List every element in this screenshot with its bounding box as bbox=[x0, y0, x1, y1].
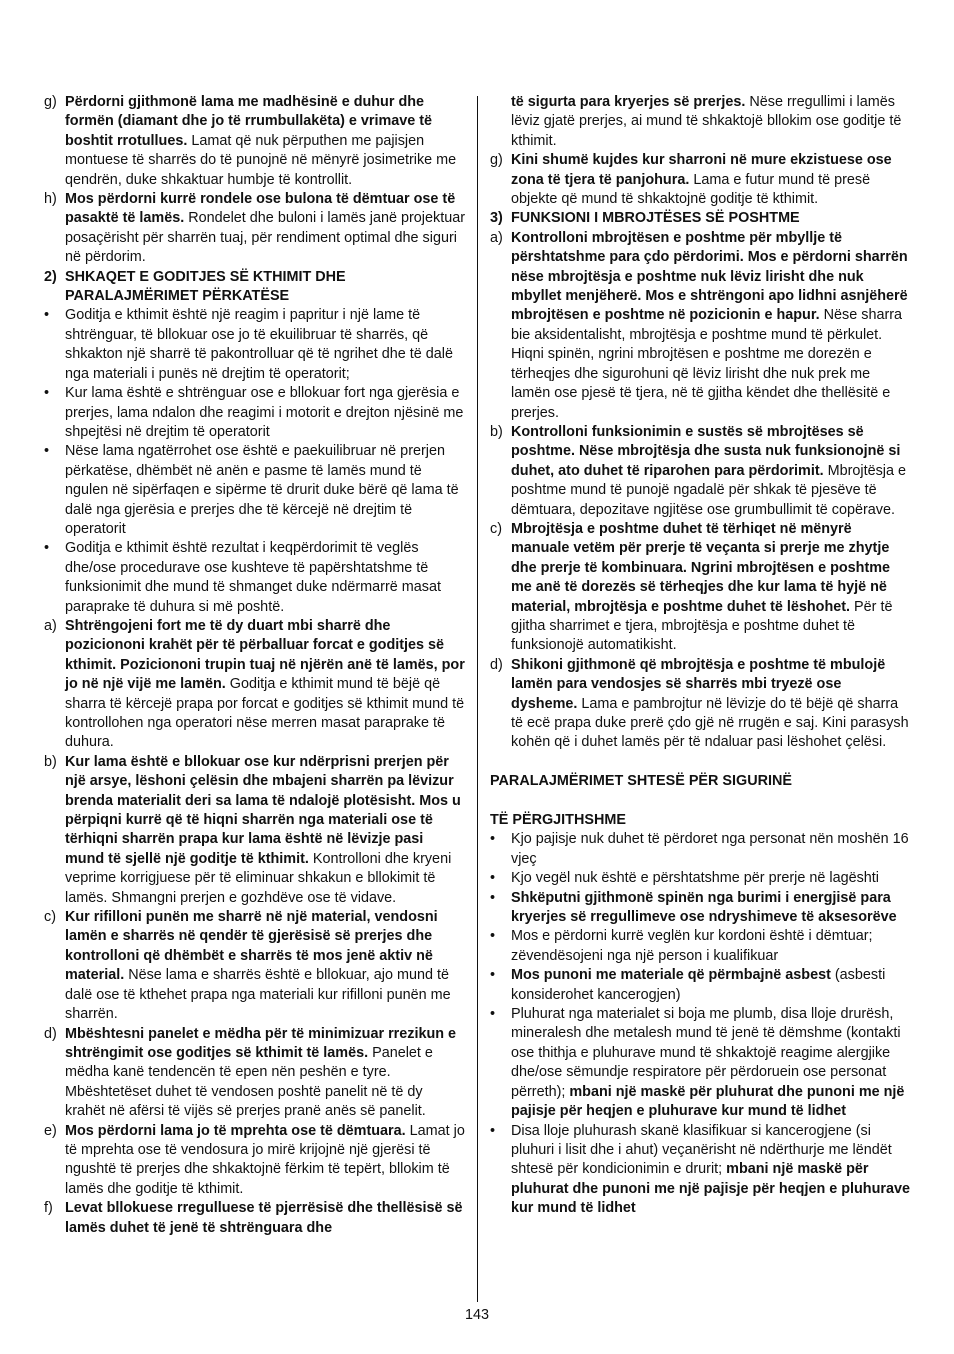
bold-text: Përdorni gjithmonë lama me madhësinë e duhur dhe formën (diamant dhe jo të rrumbullakëta) e vrimave të boshtit rrotullues. bbox=[65, 94, 433, 149]
list-item bbox=[490, 1005, 910, 1121]
body-text: Rondelet dhe buloni i lamës janë projektuar posaçërisht për sharrën tuaj, për rendiment optimal dhe siguri në përdorim. bbox=[65, 210, 465, 266]
list-item-text bbox=[65, 908, 466, 1024]
page-number: 143 bbox=[464, 1307, 489, 1323]
list-item bbox=[490, 423, 910, 520]
list-item bbox=[44, 190, 466, 268]
list-item bbox=[490, 966, 910, 1005]
list-marker: • bbox=[490, 1006, 496, 1023]
list-item-text bbox=[65, 306, 466, 384]
body-text: Goditja e kthimit mund të bëjë që sharra të kërcejë prapa por forcat e goditjes së kthimit mund të kontrollohen nga operatori nëse merren masat paraprake të duhura. bbox=[65, 676, 465, 751]
body-text: Pluhurat nga materialet si boja me plumb, disa lloje drurësh, mineralesh dhe metalesh mund të jenë të dëmshme (kontakti ose thithja e pluhurave mund të shkaktojë reagime alergjike dhe/ose sëmundje respiratore për përdoruein ose personat përreth); bbox=[511, 1006, 901, 1100]
bold-text: Kontrolloni mbrojtësen e poshtme për mbyllje të përshtatshme para çdo përdorimi. Mos e përdorni sharrën nëse mbrojtësja e poshtme nuk lëviz lirisht dhe nuk mbyllet menjëherë. Mos e shtrëngoni apo lidhni asnjëherë mbrojtësen e poshtme në pozicionin e hapur. bbox=[511, 229, 908, 324]
list-item-text bbox=[65, 190, 466, 268]
body-text: Lama e futur mund të presë objekte që mund të shkaktojnë goditje të kthimit. bbox=[511, 171, 871, 208]
column-divider bbox=[477, 96, 478, 1302]
list-item-text bbox=[511, 830, 910, 869]
bold-text: Shikoni gjithmonë që mbrojtësja e poshtme të mbulojë lamën para vendosjes së sharrës mbi tryezë ose dysheme. bbox=[511, 656, 886, 712]
list-item bbox=[44, 1199, 466, 1238]
list-item bbox=[490, 869, 910, 888]
bold-text: Shtrëngojeni fort me të dy duart mbi sharrë dhe poziciononi krahët për të përballuar forcat e goditjes së kthimit. Poziciononi trupin tuaj në njërën anë të lamës, por jo në një vijë me lamën. bbox=[65, 617, 465, 693]
bold-text: Levat bllokuese rregulluese të pjerrësisë dhe thellësisë së lamës duhet të jenë të shtrënguara dhe bbox=[65, 1200, 463, 1236]
list-marker: • bbox=[490, 967, 496, 984]
body-text: Kontrolloni dhe kryeni veprime korrigjuese për të eliminuar shkakun e bllokimit të lamës. Shmangni prerjen e gozhdëve ose të vidave. bbox=[65, 850, 452, 906]
continued-paragraph bbox=[490, 93, 910, 151]
list-item bbox=[490, 1122, 910, 1219]
body-text: Lamat jo të mprehta ose të vendosura jo mirë krijojnë një gjerësi të ngushtë të prerjes dhe shkaktojnë fërkim të tepërt, bllokim të lamës dhe goditje të kthimit. bbox=[65, 1122, 465, 1197]
body-text: Disa lloje pluhurash skanë klasifikuar si kancerogjene (si pluhuri i lisit dhe i ahut) veçanërisht në ndërthurje me lëndët shtesë për kondicionimin e drurit; bbox=[511, 1122, 892, 1178]
list-marker: • bbox=[44, 307, 50, 324]
list-marker: c) bbox=[490, 520, 502, 537]
list-marker: 3) bbox=[490, 210, 503, 227]
list-item bbox=[44, 617, 466, 753]
list-marker: • bbox=[44, 443, 50, 460]
list-marker: a) bbox=[44, 617, 57, 634]
list-marker: f) bbox=[44, 1200, 53, 1217]
list-item-text bbox=[511, 656, 910, 753]
bold-text: Mbështesni panelet e mëdha për të minimizuar rrezikun e shtrëngimit ose goditjes së kthimit të lamës. bbox=[65, 1025, 457, 1061]
list-item-text bbox=[65, 1025, 466, 1122]
body-text: Nëse rregullimi i lamës lëviz gjatë prerjes, ai mund të shkaktojë bllokim ose goditje të kthimit. bbox=[511, 94, 902, 149]
list-marker: d) bbox=[490, 656, 503, 673]
list-marker: g) bbox=[490, 152, 503, 169]
list-marker: • bbox=[490, 870, 496, 887]
body-text: Goditja e kthimit është rezultat i keqpërdorimit të veglës dhe/ose procedurave ose kushteve të papërshtatshme të funksionimit dhe mund të shmanget duke ndërmarrë masat paraprake të duhura si më poshtë. bbox=[65, 540, 441, 615]
section-heading bbox=[490, 209, 910, 228]
list-marker: • bbox=[490, 1122, 496, 1139]
body-text: Panelet e mëdha kanë tendencën të epen nën peshën e tyre. Mbështetëset duhet të vendosen poshtë panelit në të dy krahët në afërsi të vijës së prerjes pranë anës së panelit. bbox=[65, 1044, 433, 1120]
list-item-text bbox=[65, 384, 466, 442]
list-item bbox=[490, 830, 910, 869]
list-item bbox=[490, 889, 910, 928]
list-item-text bbox=[65, 93, 466, 190]
list-item bbox=[490, 151, 910, 209]
body-text: Mos e përdorni kurrë veglën kur kordoni është i dëmtuar; zëvendësojeni nga një person i kualifikuar bbox=[511, 928, 873, 964]
list-item bbox=[44, 1025, 466, 1122]
list-marker: e) bbox=[44, 1122, 57, 1139]
body-text: Kur lama është e shtrënguar ose e bllokuar fort nga gjerësia e prerjes, lama ndalon dhe reagimi i motorit e drejton njësinë me shpejtësi në drejtim të operatorit bbox=[65, 385, 464, 440]
list-item bbox=[490, 520, 910, 656]
list-item bbox=[44, 442, 466, 539]
list-item-text bbox=[65, 753, 466, 908]
list-marker: g) bbox=[44, 94, 57, 110]
bold-text: të sigurta para kryerjes së prerjes. bbox=[511, 94, 746, 110]
spacer bbox=[490, 792, 910, 811]
body-text: Për të gjitha sharrimet e tjera, mbrojtësja e poshtme duhet të funksionojë automatikisht. bbox=[511, 598, 893, 654]
body-text: Kjo pajisje nuk duhet të përdoret nga personat nën moshën 16 vjeç bbox=[511, 831, 909, 867]
section-heading: TË PËRGJITHSHME bbox=[490, 812, 626, 828]
bold-text: Mos punoni me materiale që përmbajnë asbest bbox=[511, 967, 831, 984]
list-marker: d) bbox=[44, 1025, 57, 1042]
list-item bbox=[44, 753, 466, 908]
list-marker: b) bbox=[44, 753, 57, 770]
bold-text: mbani një maskë për pluhurat dhe punoni me një pajisje për heqjen e pluhurave kur mund të lidhet bbox=[511, 1083, 905, 1120]
body-text: Lama e pambrojtur në lëvizje do të bëjë që sharra të ecë prapa duke prerë çdo gjë në rrugën e saj. Kini parasysh kohën që i duhet lamës për të ndaluar pasi lëshohet çelësi. bbox=[511, 695, 909, 751]
list-item-text bbox=[65, 617, 466, 753]
list-item-text bbox=[511, 1005, 910, 1121]
body-text: Goditja e kthimit është një reagim i papritur i një lame të shtrënguar, të bllokuar ose jo të ekuilibruar të sharrës, që shkakton një sharrë të pakontrolluar që të ngrihet dhe të dalë nga materiali i punës në drejtim të operatorit; bbox=[65, 307, 453, 382]
bold-text: Mos përdorni lama jo të mprehta ose të dëmtuara. bbox=[65, 1122, 406, 1139]
list-item bbox=[44, 93, 466, 190]
list-marker: • bbox=[490, 889, 496, 906]
list-item-text bbox=[65, 1199, 466, 1238]
left-column bbox=[44, 93, 466, 1238]
bold-text: Kontrolloni funksionimin e sustës së mbrojtëses së poshtme. Nëse mbrojtësja dhe susta nuk funksionojnë si duhet, ato duhet të riparohen para përdorimit. bbox=[511, 423, 901, 479]
list-marker: a) bbox=[490, 229, 503, 246]
list-item-text bbox=[65, 539, 466, 617]
body-text: Nëse sharra bie aksidentalisht, mbrojtësja e poshtme mund të përkulet. Hiqni spinën, ngrini mbrojtësen e poshtme me dorezën e tërheqjes dhe sigurohuni që lëviz lirisht dhe nuk prek me lamën ose pjesë të tjera, në të gjitha këndet dhe thellësitë e prerjes. bbox=[511, 307, 903, 421]
section-heading bbox=[44, 268, 466, 307]
list-marker: • bbox=[490, 831, 496, 848]
body-text: Nëse lama e sharrës është e bllokuar, ajo mund të dalë ose të kthehet prapa nga materiali kur rifilloni punën me sharrën. bbox=[65, 967, 451, 1023]
list-marker: • bbox=[44, 540, 50, 557]
list-marker: 2) bbox=[44, 268, 57, 285]
bold-text: Kur rifilloni punën me sharrë në një material, vendosni lamën e sharrës në qendër të gjerësisë së prerjes dhe kontrolloni që dhëmbët e sharrës të mos jenë aktiv në material. bbox=[65, 909, 438, 984]
section-heading: PARALAJMËRIMET SHTESË PËR SIGURINË bbox=[490, 773, 792, 790]
list-marker: c) bbox=[44, 909, 56, 926]
body-text: Mbrojtësja e poshtme mund të punojë ngadalë për shkak të pjesëve të dëmtuara, depozitave ngjitëse ose grumbullimit të copërave. bbox=[511, 462, 907, 518]
list-item-text bbox=[511, 151, 910, 209]
list-item-text bbox=[511, 869, 910, 888]
body-text: (asbesti konsiderohet kancerogjen) bbox=[511, 967, 886, 1003]
list-marker: • bbox=[490, 928, 496, 945]
list-item-text bbox=[511, 229, 910, 423]
bold-text: Mbrojtësja e poshtme duhet të tërhiqet në mënyrë manuale vetëm për prerje të veçanta si prerje me zhytje dhe prerje të kombinuara. Ngrini mbrojtësen e poshtme me anë të dorezës së tërheqjes dhe kur lama të hyjë në material, mbrojtësja e poshtme duhet të lëshohet. bbox=[511, 520, 891, 615]
body-text: Nëse lama ngatërrohet ose është e paekuilibruar në prerjen përkatëse, dhëmbët në anën e pasme të lamës mund të ngulen në sipërfaqen e sipërme të drurit duke bërë që lama të dalë nga gjerësia e prerjes dhe të kërcejë në drejtim të operatorit bbox=[65, 443, 459, 537]
list-item-text bbox=[511, 927, 910, 966]
list-item-text bbox=[65, 442, 466, 539]
list-item-text bbox=[511, 966, 910, 1005]
list-item bbox=[490, 656, 910, 753]
list-item bbox=[44, 306, 466, 384]
list-marker: h) bbox=[44, 191, 57, 208]
list-item-text bbox=[511, 423, 910, 520]
list-marker: b) bbox=[490, 423, 503, 440]
body-text: Lamat që nuk përputhen me pajisjen montuese të sharrës do të punojnë në mënyrë josimetrike me qendrën, duke shkaktuar humbje të kontrollit. bbox=[65, 132, 457, 188]
list-item bbox=[44, 384, 466, 442]
list-item bbox=[44, 539, 466, 617]
bold-text: Kur lama është e bllokuar ose kur ndërprisni prerjen për një arsye, lëshoni çelësin dhe mbajeni sharrën pa lëvizur brenda materialit deri sa lama të ndalojë plotësisht. Mos u përpiqni kurrë që të hiqni sharrën nga materiali ose të tërhiqni sharrën prapa kur lama është në lëvizje pasi mund të sjellë një goditje të kthimit. bbox=[65, 753, 461, 867]
bold-text: Shkëputni gjithmonë spinën nga burimi i energjisë para kryerjes së rregullimeve ose ndryshimeve të aksesorëve bbox=[511, 889, 897, 926]
list-item-text bbox=[65, 1122, 466, 1200]
list-marker: • bbox=[44, 385, 50, 402]
body-text: Kjo vegël nuk është e përshtatshme për prerje në lagështi bbox=[511, 870, 879, 887]
heading-text: SHKAQET E GODITJES SË KTHIMIT DHE PARALAJMËRIMET PËRKATËSE bbox=[65, 268, 346, 305]
list-item bbox=[44, 908, 466, 1024]
list-item bbox=[490, 927, 910, 966]
list-item-text bbox=[511, 889, 910, 928]
list-item-text bbox=[511, 1122, 910, 1219]
bold-text: Kini shumë kujdes kur sharroni në mure ekzistuese ose zona të tjera të panjohura. bbox=[511, 152, 892, 188]
list-item bbox=[490, 229, 910, 423]
spacer bbox=[490, 753, 910, 772]
bold-text: Mos përdorni kurrë rondele ose bulona të dëmtuar ose të pasaktë të lamës. bbox=[65, 191, 456, 227]
bold-text: mbani një maskë për pluhurat dhe punoni me një pajisje për heqjen e pluhurave kur mund të lidhet bbox=[511, 1161, 911, 1217]
heading-text: FUNKSIONI I MBROJTËSES SË POSHTME bbox=[511, 210, 800, 227]
list-item bbox=[44, 1122, 466, 1200]
right-column bbox=[490, 93, 910, 1219]
list-item-text bbox=[511, 520, 910, 656]
